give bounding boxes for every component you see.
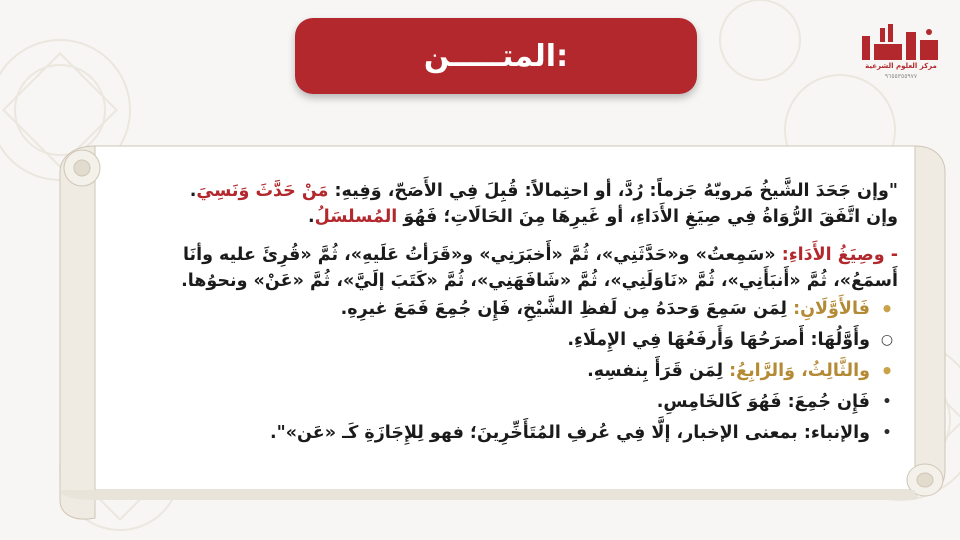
bullet-3-lead: والثَّالِثُ، وَالرَّابِعُ: (723, 361, 870, 381)
bullet-dot-icon: • (880, 297, 894, 321)
matn-text (150, 178, 898, 449)
page-title: المتـــــن: (423, 38, 569, 74)
bullet-item-1 (150, 294, 898, 325)
bullet-item-3 (150, 356, 898, 387)
brand-logo (858, 20, 944, 92)
bullet-item-5 (150, 418, 898, 449)
bullet-dot-icon: • (882, 394, 892, 410)
bullet-1-text: لِمَن سَمِعَ وَحدَهُ مِن لَفظِ الشَّيْخِ، فَإِن جُمِعَ فَمَعَ غيرِهِ. (340, 299, 787, 319)
line-2-end: . (307, 207, 315, 227)
title-banner (295, 18, 697, 94)
bullet-item-4 (150, 387, 898, 418)
bullet-item-2 (150, 325, 898, 356)
spacer (150, 230, 898, 242)
line-3-heading: - وصِيَغُ الأَدَاءِ: (775, 245, 898, 265)
line-2-highlight: المُسلسَلُ (314, 207, 398, 227)
opening-quote: " (888, 181, 898, 201)
line-1-end: . (189, 181, 197, 201)
text-line-1 (150, 178, 898, 204)
text-line-3 (150, 242, 898, 268)
logo-phone: ٩٦٥٥٣٥٥٩٧٧ (884, 73, 918, 80)
bullet-dot-icon: • (882, 425, 892, 441)
bullet-circle-icon: ○ (880, 332, 894, 348)
text-line-2 (150, 204, 898, 230)
bullet-4-text: فَإِن جُمِعَ: فَهُوَ كَالخَامِسِ. (656, 392, 870, 412)
bullet-dot-icon: • (880, 359, 894, 383)
line-2-text: وإن اتَّفَقَ الرُّوَاةُ فِي صِيَغِ الأَدَاءِ، أو غَيرِهَا مِنَ الحَالَاتِ؛ فَهُوَ (397, 207, 898, 227)
bullet-1-lead: فَالأَوَّلَانِ: (787, 299, 870, 319)
line-1-text: وإن جَحَدَ الشَّيخُ مَرويّهُ جَزماً: رُدَّ، أو احتِمالاً: قُبِلَ فِي الأَصَحّ، وَفِيهِ: (328, 181, 889, 201)
bullet-3-text: لِمَن قَرَأَ بِنفسِهِ. (587, 361, 724, 381)
logo-subtitle: مركز العلوم الشرعية (865, 62, 937, 70)
bullet-5-text: والإنباء: بمعنى الإخبار، إلَّا فِي عُرفِ المُتَأَخِّرِينَ؛ فهو لِلإِجَازَةِ كَـ «عَن»". (269, 423, 870, 443)
line-3-text: «سَمِعتُ» و«حَدَّثَنِي»، ثُمَّ «أَخبَرَنِي» و«قَرَأتُ عَلَيهِ»، ثُمَّ «قُرِئَ عليه وأنَا (182, 245, 776, 265)
line-1-highlight: مَنْ حَدَّثَ وَنَسِيَ (196, 181, 329, 201)
bullet-2-text: وأَوَّلُهَا: أَصرَحُهَا وَأَرفَعُهَا فِي الإِملَاءِ. (567, 330, 870, 350)
text-line-4: أَسمَعُ»، ثُمَّ «أَنبَأَنِي»، ثُمَّ «نَاوَلَنِي»، ثُمَّ «شَافَهَنِي»، ثُمَّ «كَتَبَ إلَيَّ»، ثُمَّ «عَنْ» ونحوُها. (181, 271, 898, 291)
